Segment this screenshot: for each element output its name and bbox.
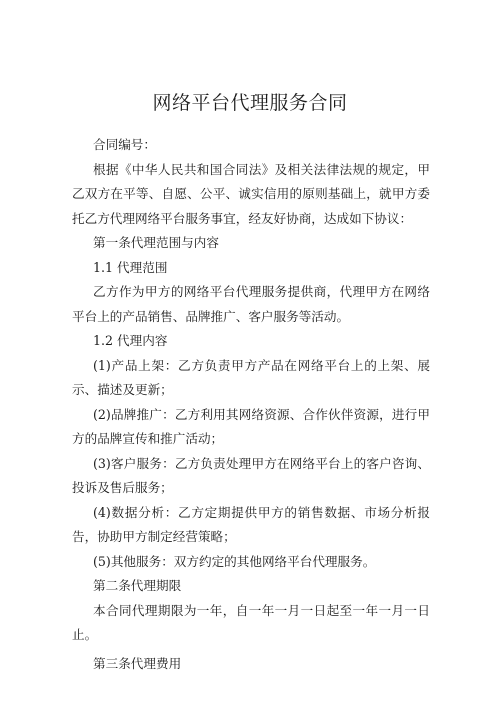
document-body	[72, 133, 430, 676]
list-item: (2)品牌推广：乙方利用其网络资源、合作伙伴资源，进行甲方的品牌宣传和推广活动；	[72, 406, 430, 446]
article-2-text: 本合同代理期限为一年，自一年一月一日起至一年一月一日止。	[72, 602, 430, 642]
list-item: (3)客户服务：乙方负责处理甲方在网络平台上的客户咨询、投诉及售后服务；	[72, 455, 430, 495]
article-1-heading: 第一条代理范围与内容	[93, 235, 219, 250]
list-item: (4)数据分析：乙方定期提供甲方的销售数据、市场分析报告，协助甲方制定经营策略；	[72, 504, 430, 544]
list-item: (5)其他服务：双方约定的其他网络平台代理服务。	[93, 553, 376, 569]
article-2-heading: 第二条代理期限	[93, 578, 182, 593]
section-1-1-heading: 1.1 代理范围	[93, 259, 168, 275]
contract-number-label: 合同编号：	[93, 137, 156, 152]
section-1-2-heading: 1.2 代理内容	[93, 333, 168, 348]
list-item: (1)产品上架：乙方负责甲方产品在网络平台上的上架、展示、描述及更新；	[72, 357, 430, 397]
document-title: 网络平台代理服务合同	[152, 92, 348, 114]
article-3-heading: 第三条代理费用	[93, 655, 182, 671]
section-1-1-text: 乙方作为甲方的网络平台代理服务提供商，代理甲方在网络平台上的产品销售、品牌推广、客户服务等活动。	[72, 284, 430, 324]
preamble-paragraph: 根据《中华人民共和国合同法》及相关法律法规的规定，甲乙双方在平等、自愿、公平、诚实信用的原则基础上，就甲方委托乙方代理网络平台服务事宜，经友好协商，达成如下协议：	[72, 161, 430, 226]
